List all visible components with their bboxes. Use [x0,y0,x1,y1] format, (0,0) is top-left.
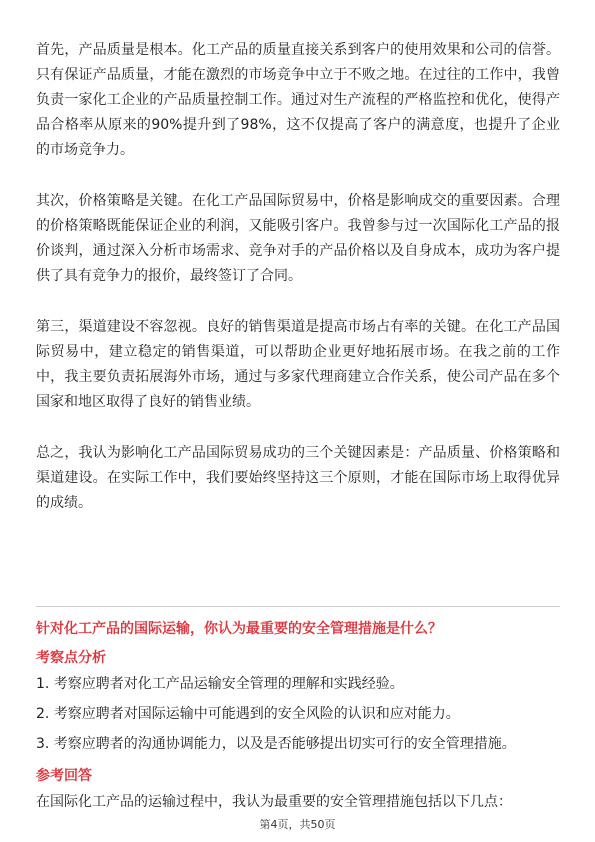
analysis-point-2: 2. 考察应聘者对国际运输中可能遇到的安全风险的认识和应对能力。 [36,706,460,722]
section-divider [36,606,560,607]
analysis-heading: 考察点分析 [36,650,106,666]
paragraph-product-quality: 首先，产品质量是根本。化工产品的质量直接关系到客户的使用效果和公司的信誉。只有保证产品质量，才能在激烈的市场竞争中立于不败之地。在过往的工作中，我曾负责一家化工企业的产品质量控制工作。通过对生产流程的严格监控和优化，使得产品合格率从原来的90%提升到了98%，这不仅提高了客户的满意度，也提升了企业的市场竞争力。 [36,42,560,158]
answer-body [36,38,560,516]
paragraph-pricing-strategy: 其次，价格策略是关键。在化工产品国际贸易中，价格是影响成交的重要因素。合理的价格策略既能保证企业的利润，又能吸引客户。我曾参与过一次国际化工产品的报价谈判，通过深入分析市场需求、竞争对手的产品价格以及自身成本，成功为客户提供了具有竞争力的报价，最终签订了合同。 [36,193,560,284]
analysis-point-3: 3. 考察应聘者的沟通协调能力，以及是否能够提出切实可行的安全管理措施。 [36,736,516,752]
answer-intro: 在国际化工产品的运输过程中，我认为最重要的安全管理措施包括以下几点： [36,794,512,810]
question-title: 针对化工产品的国际运输，你认为最重要的安全管理措施是什么？ [36,621,442,637]
paragraph-conclusion: 总之，我认为影响化工产品国际贸易成功的三个关键因素是：产品质量、价格策略和渠道建设。在实际工作中，我们要始终坚持这三个原则，才能在国际市场上取得优异的成绩。 [36,445,560,511]
paragraph-channel-building: 第三，渠道建设不容忽视。良好的销售渠道是提高市场占有率的关键。在化工产品国际贸易中，建立稳定的销售渠道，可以帮助企业更好地拓展市场。在我之前的工作中，我主要负责拓展海外市场，通过与多家代理商建立合作关系，使公司产品在多个国家和地区取得了良好的销售业绩。 [36,319,560,410]
page-number: 第4页，共50页 [259,818,336,831]
analysis-point-1: 1. 考察应聘者对化工产品运输安全管理的理解和实践经验。 [36,676,404,692]
answer-heading: 参考回答 [36,768,92,784]
